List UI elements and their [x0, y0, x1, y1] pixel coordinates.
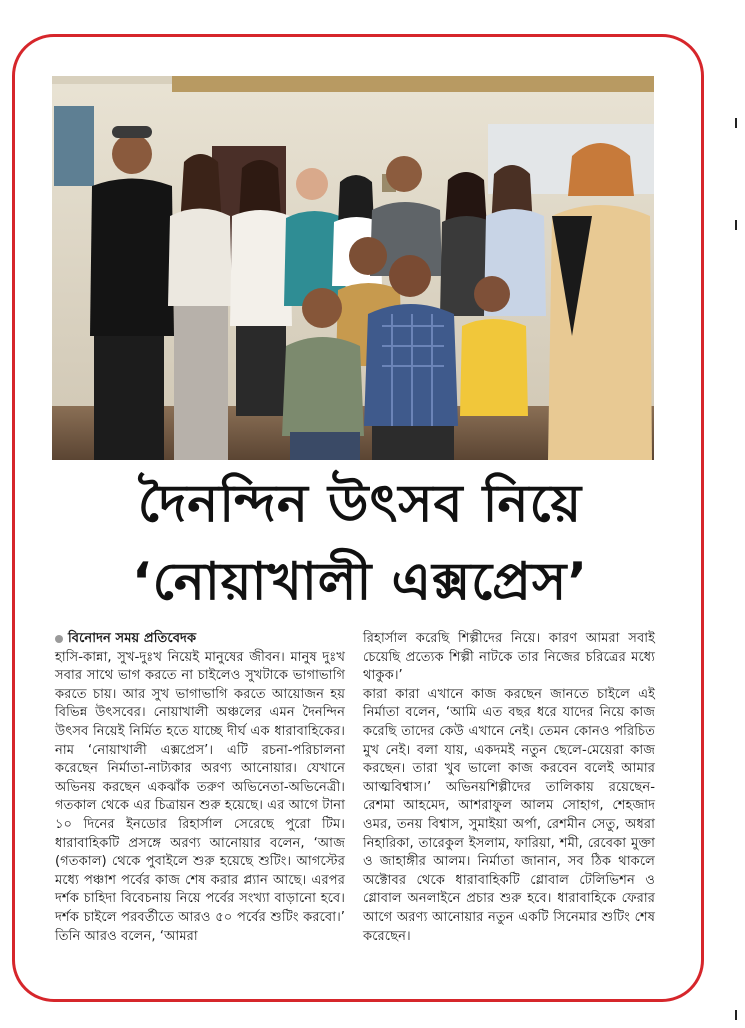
edge-mark	[735, 220, 737, 230]
edge-mark	[735, 1010, 737, 1020]
headline-line-1: দৈনন্দিন উৎসব নিয়ে	[137, 474, 583, 534]
byline	[55, 630, 345, 649]
bullet-icon	[55, 635, 63, 643]
article-paragraph: কারা কারা এখানে কাজ করছেন জানতে চাইলে এই নির্মাতা বলেন, ‘আমি এত বছর ধরে যাদের নিয়ে কাজ করেছি তাদের কেউ এখানে নেই। তেমন কোনও পরিচিত মুখ নেই। বলা যায়, একদমই নতুন ছেলে-মেয়েরা কাজ করছেন। তারা খুব ভালো কাজ করবেন বলেই আমার আত্মবিশ্বাস।’ অভিনয়শিল্পীদের তালিকায় রয়েছেন- রেশমা আহমেদ, আশরাফুল আলম সোহাগ, শেহজাদ ওমর, তনয় বিশ্বাস, সুমাইয়া অর্পা, রেশমীন সেতু, অধরা নিহারিকা, তারেকুল ইসলাম, ফারিয়া, শমী, রেবেকা মুক্তা ও জাহাঙ্গীর আলম। নির্মাতা জানান, সব ঠিক থাকলে অক্টোবর থেকে ধারাবাহিকটি গ্লোবাল টেলিভিশন ও গ্লোবাল অনলাইনে প্রচার শুরু হবে। ধারাবাহিকে ফেরার আগে অরণ্য আনোয়ার নতুন একটি সিনেমার শুটিং শেষ করেছেন।	[363, 686, 655, 944]
headline-line-2: ‘নোয়াখালী এক্সপ্রেস’	[131, 552, 589, 612]
article-paragraph: হাসি-কান্না, সুখ-দুঃখ নিয়েই মানুষের জীবন। মানুষ দুঃখ সবার সাথে ভাগ করতে না চাইলেও সুখটাকে ভাগাভাগি করতে চায়। আর সুখ ভাগাভাগি করতে আয়োজন হয় বিভিন্ন উৎসবের। নোয়াখালী অঞ্চলের এমন দৈনন্দিন উৎসব নিয়েই নির্মিত হতে যাচ্ছে দীর্ঘ এক ধারাবাহিকের। নাম ‘নোয়াখালী এক্সপ্রেস’। এটি রচনা-পরিচালনা করেছেন নির্মাতা-নাট্যকার অরণ্য আনোয়ার। যেখানে অভিনয় করছেন একঝাঁক তরুণ অভিনেতা-অভিনেত্রী। গতকাল থেকে এর চিত্রায়ন শুরু হয়েছে। এর আগে টানা ১০ দিনের ইনডোর রিহার্সাল সেরেছে পুরো টিম। ধারাবাহিকটি প্রসঙ্গে অরণ্য আনোয়ার বলেন, ‘আজ (গতকাল) থেকে পুবাইলে শুরু হয়েছে শুটিং। আগস্টের মধ্যে পঞ্চাশ পর্বের কাজ শেষ করার প্ল্যান আছে। এরপর দর্শক চাহিদা বিবেচনায় নিয়ে পর্বের সংখ্যা বাড়ানো হবে। দর্শক চাইলে পরবর্তীতে আরও ৫০ পর্বের শুটিং করবো।’ তিনি আরও বলেন, ‘আমরা	[55, 649, 345, 944]
article-column-right	[363, 630, 655, 946]
article-paragraph: রিহার্সাল করেছি শিল্পীদের নিয়ে। কারণ আমরা সবাই চেয়েছি প্রত্যেক শিল্পী নাটকে তার নিজের চরিত্রের মধ্যে থাকুক।’	[363, 631, 655, 684]
article-column-left	[55, 630, 345, 946]
group-photo	[52, 76, 654, 460]
edge-mark	[735, 118, 737, 128]
byline-text: বিনোদন সময় প্রতিবেদক	[68, 631, 197, 646]
